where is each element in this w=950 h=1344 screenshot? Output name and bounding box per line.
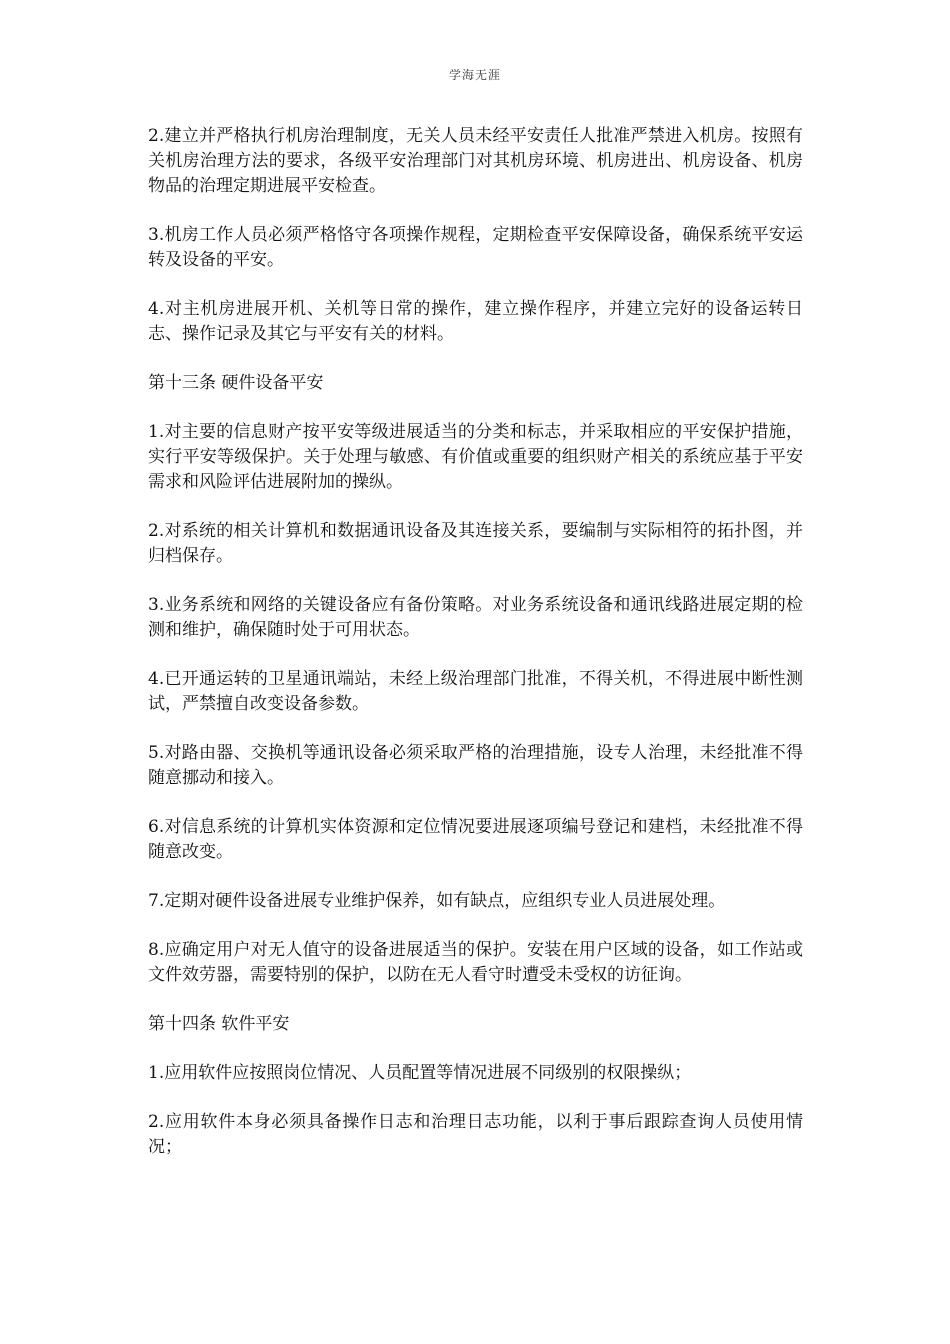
paragraph-sw-1-permissions: 1.应用软件应按照岗位情况、人员配置等情况进展不同级别的权限操纵；: [148, 1063, 692, 1083]
paragraph-4-startup-shutdown: 4.对主机房进展开机、关机等日常的操作，建立操作程序，并建立完好的设备运转日志、操作记录及其它与平安有关的材料。: [148, 299, 803, 344]
paragraph-hw-7-maintenance: 7.定期对硬件设备进展专业维护保养，如有缺点，应组织专业人员进展处理。: [148, 891, 726, 911]
paragraph-hw-4-satellite: 4.已开通运转的卫星通讯端站，未经上级治理部门批准，不得关机，不得进展中断性测试，严禁擅自改变设备参数。: [148, 669, 803, 714]
paragraph-2-machine-room-rules: 2.建立并严格执行机房治理制度，无关人员未经平安责任人批准严禁进入机房。按照有关机房治理方法的要求，各级平安治理部门对其机房环境、机房进出、机房设备、机房物品的治理定期进展平安检查。: [148, 126, 803, 196]
page-header: 学海无涯: [448, 68, 501, 82]
article-13-heading: 第十三条 硬件设备平安: [148, 373, 324, 393]
paragraph-sw-2-logging: 2.应用软件本身必须具备操作日志和治理日志功能，以利于事后跟踪查询人员使用情况；: [148, 1112, 803, 1157]
paragraph-hw-8-unattended: 8.应确定用户对无人值守的设备进展适当的保护。安装在用户区域的设备，如工作站或文件效劳器，需要特别的保护，以防在无人看守时遭受未受权的访征询。: [148, 940, 803, 985]
article-14-heading: 第十四条 软件平安: [148, 1014, 290, 1034]
paragraph-hw-6-registration: 6.对信息系统的计算机实体资源和定位情况要进展逐项编号登记和建档，未经批准不得随意改变。: [148, 817, 803, 862]
document-body: [148, 124, 803, 1184]
paragraph-hw-3-backup: 3.业务系统和网络的关键设备应有备份策略。对业务系统设备和通讯线路进展定期的检测和维护，确保随时处于可用状态。: [148, 595, 803, 640]
paragraph-3-operating-procedures: 3.机房工作人员必须严格恪守各项操作规程，定期检查平安保障设备，确保系统平安运转及设备的平安。: [148, 225, 803, 270]
paragraph-hw-1-classification: 1.对主要的信息财产按平安等级进展适当的分类和标志，并采取相应的平安保护措施，实行平安等级保护。关于处理与敏感、有价值或重要的组织财产相关的系统应基于平安需求和风险评估进展附加的操纵。: [148, 422, 803, 492]
paragraph-hw-2-topology: 2.对系统的相关计算机和数据通讯设备及其连接关系，要编制与实际相符的拓扑图，并归档保存。: [148, 521, 803, 566]
paragraph-hw-5-routers: 5.对路由器、交换机等通讯设备必须采取严格的治理措施，设专人治理，未经批准不得随意挪动和接入。: [148, 743, 803, 788]
